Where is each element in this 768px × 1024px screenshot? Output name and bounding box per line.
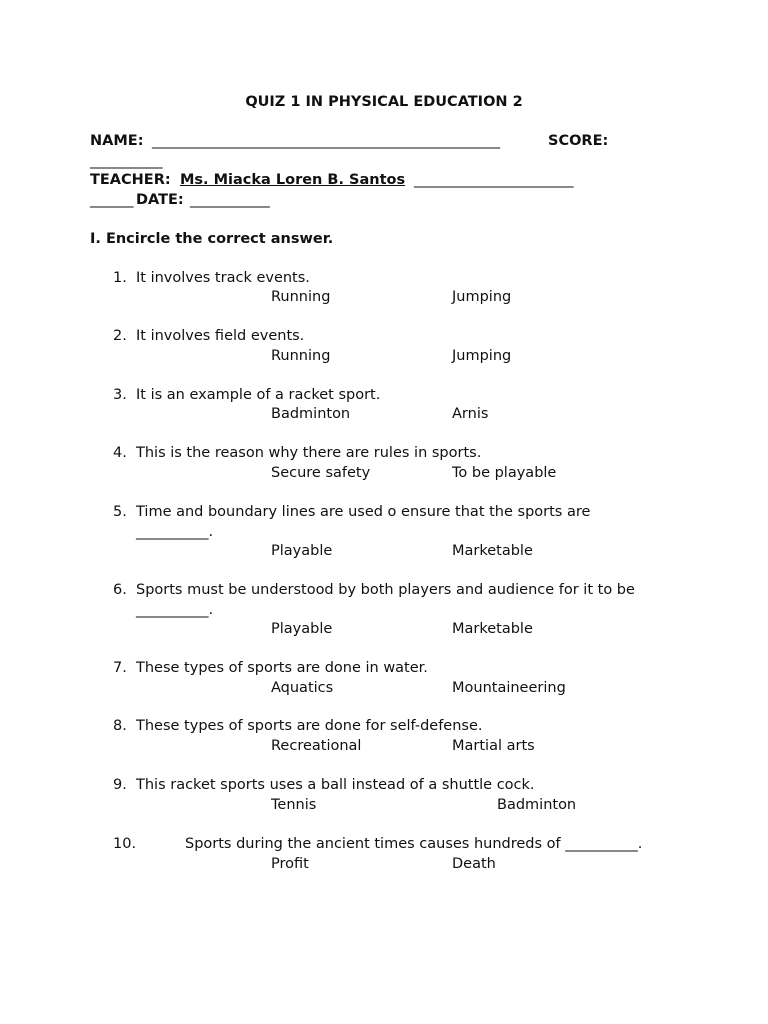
question-number: 10. [113,836,137,852]
question-number: 6. [113,582,127,598]
question-number: 4. [113,445,127,461]
teacher-label: TEACHER: [90,172,171,188]
question-blank: __________. [136,524,214,540]
date-blank: ___________ [190,192,270,208]
choice-b[interactable]: Martial arts [452,738,535,754]
teacher-name: Ms. Miacka Loren B. Santos [180,172,406,188]
question-number: 5. [113,504,127,520]
choice-a[interactable]: Tennis [271,797,317,813]
instruction: I. Encircle the correct answer. [90,231,334,247]
score-blank: __________ [90,153,163,169]
choice-b[interactable]: Marketable [452,621,533,637]
choice-a[interactable]: Aquatics [271,680,334,696]
choice-a[interactable]: Playable [271,543,333,559]
choice-a[interactable]: Badminton [271,406,351,422]
question-text: These types of sports are done for self-defense. [136,718,483,734]
question-number: 9. [113,777,127,793]
name-blank: ________________________________________________ [152,133,500,149]
question-number: 2. [113,328,127,344]
question-number: 8. [113,718,127,734]
score-label: SCORE: [548,133,609,149]
choice-b[interactable]: Mountaineering [452,680,566,696]
question-text: It involves field events. [136,328,305,344]
question-text: This is the reason why there are rules in sports. [136,445,482,461]
teacher-blank: ______________________ [414,172,574,188]
choice-a[interactable]: Recreational [271,738,362,754]
choice-a[interactable]: Profit [271,856,309,872]
question-text: Sports during the ancient times causes hundreds of __________. [185,836,643,852]
choice-b[interactable]: Arnis [452,406,489,422]
question-text: Time and boundary lines are used o ensure that the sports are [136,504,591,520]
page-title: QUIZ 1 IN PHYSICAL EDUCATION 2 [245,94,523,110]
choice-b[interactable]: Marketable [452,543,533,559]
question-number: 1. [113,270,127,286]
choice-a[interactable]: Running [271,348,331,364]
choice-b[interactable]: Jumping [452,348,512,364]
question-number: 7. [113,660,127,676]
choice-a[interactable]: Secure safety [271,465,371,481]
choice-b[interactable]: Death [452,856,496,872]
question-text: It is an example of a racket sport. [136,387,381,403]
question-blank: __________. [136,602,214,618]
choice-b[interactable]: Jumping [452,289,512,305]
choice-a[interactable]: Playable [271,621,333,637]
question-text: Sports must be understood by both players and audience for it to be [136,582,635,598]
choice-b[interactable]: To be playable [452,465,557,481]
date-prefix-blank: ______ [90,192,134,208]
question-number: 3. [113,387,127,403]
date-label: DATE: [136,192,184,208]
question-text: It involves track events. [136,270,310,286]
choice-a[interactable]: Running [271,289,331,305]
question-text: These types of sports are done in water. [136,660,428,676]
question-text: This racket sports uses a ball instead of a shuttle cock. [136,777,535,793]
choice-b[interactable]: Badminton [497,797,577,813]
name-label: NAME: [90,133,144,149]
